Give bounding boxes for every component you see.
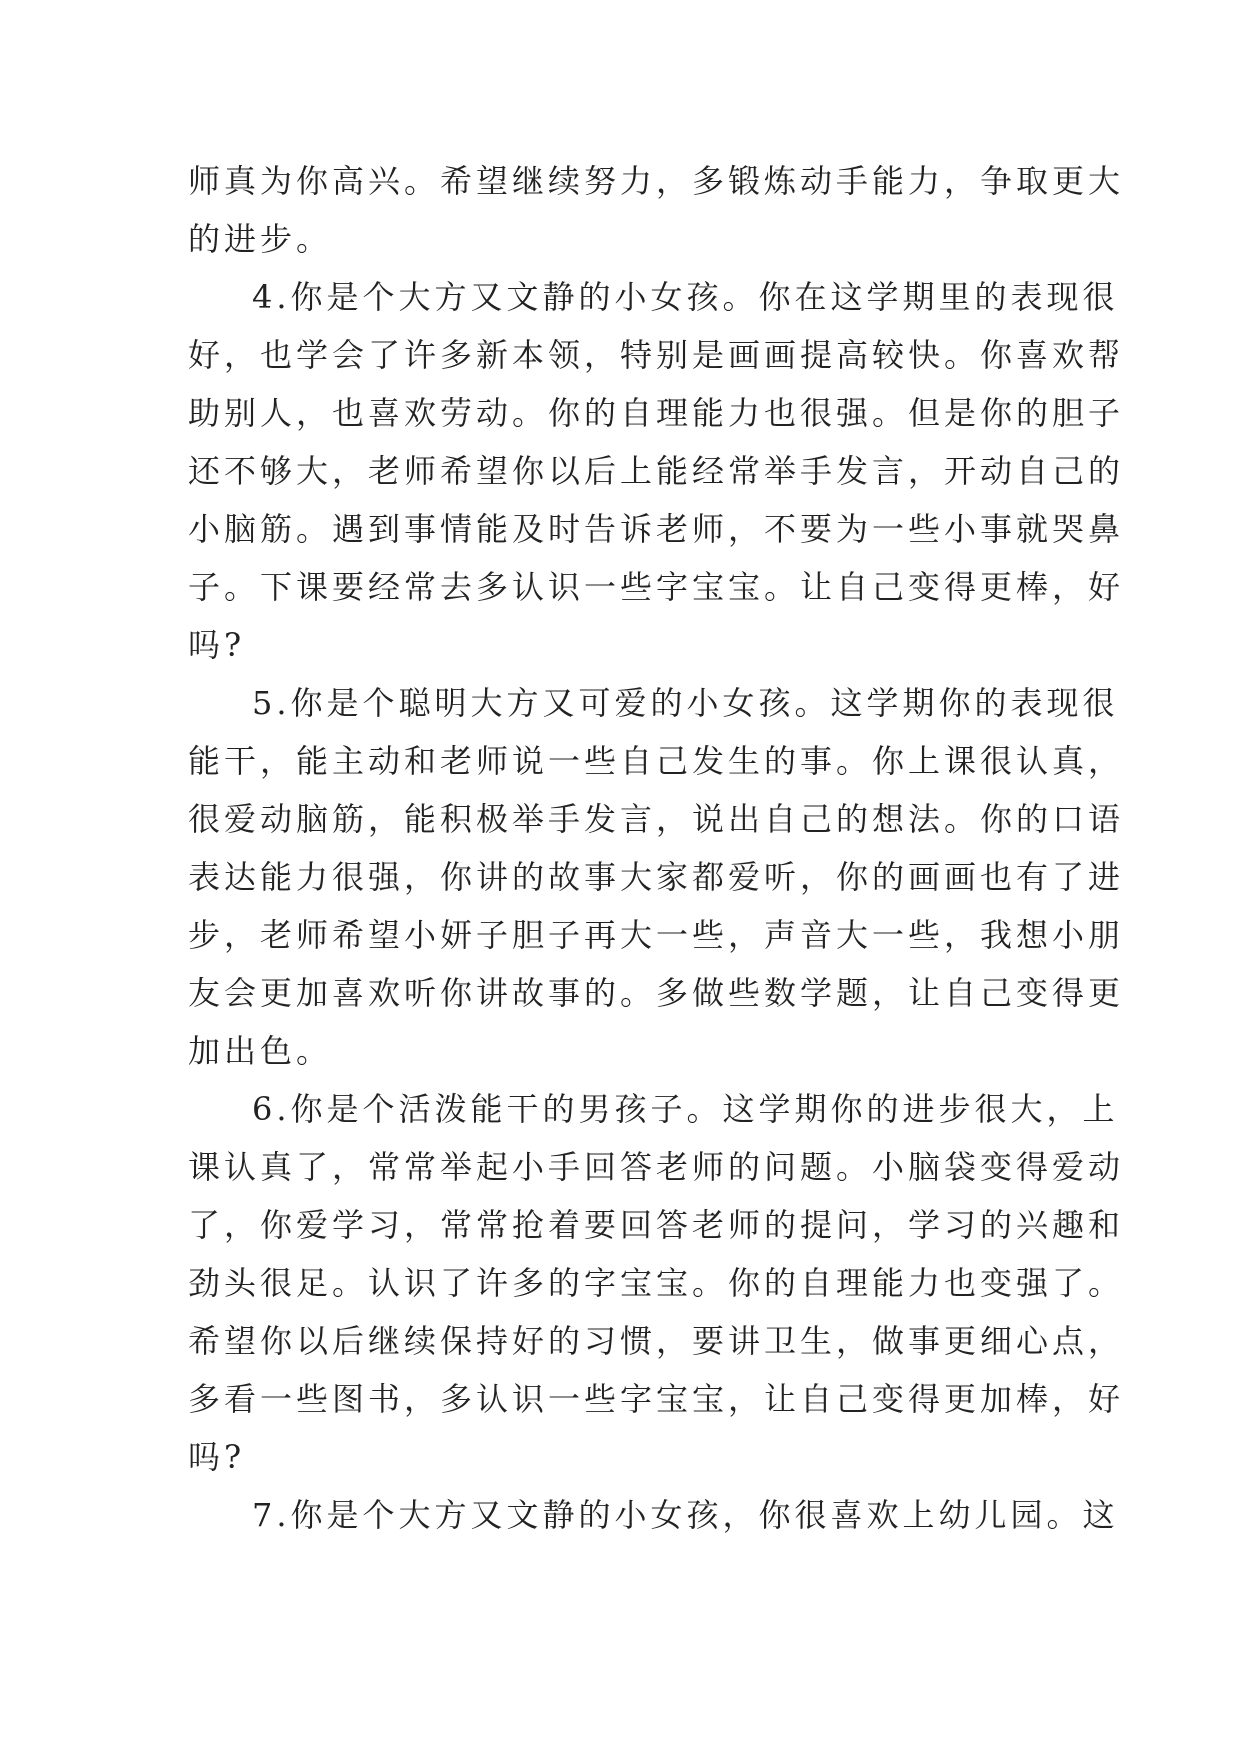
paragraph-line: 劲头很足。认识了许多的字宝宝。你的自理能力也变强了。 [188, 1264, 1125, 1302]
paragraph-line: 师真为你高兴。希望继续努力，多锻炼动手能力，争取更大 [188, 162, 1125, 200]
paragraph-line: 希望你以后继续保持好的习惯，要讲卫生，做事更细心点， [188, 1322, 1125, 1360]
paragraph-line: 表达能力很强，你讲的故事大家都爱听，你的画画也有了进 [188, 858, 1125, 896]
paragraph-line: 的进步。 [188, 220, 333, 258]
paragraph-line: 了，你爱学习，常常抢着要回答老师的提问，学习的兴趣和 [188, 1206, 1125, 1244]
paragraph-line: 能干，能主动和老师说一些自己发生的事。你上课很认真， [188, 742, 1125, 780]
paragraph-line: 加出色。 [188, 1032, 333, 1070]
paragraph-line: 好，也学会了许多新本领，特别是画画提高较快。你喜欢帮 [188, 336, 1125, 374]
paragraph-line: 很爱动脑筋，能积极举手发言，说出自己的想法。你的口语 [188, 800, 1125, 838]
paragraph-first-line: 4.你是个大方又文静的小女孩。你在这学期里的表现很 [252, 278, 1119, 316]
paragraph-first-line: 5.你是个聪明大方又可爱的小女孩。这学期你的表现很 [252, 684, 1119, 722]
paragraph-line: 友会更加喜欢听你讲故事的。多做些数学题，让自己变得更 [188, 974, 1125, 1012]
paragraph-line: 小脑筋。遇到事情能及时告诉老师，不要为一些小事就哭鼻 [188, 510, 1125, 548]
paragraph-first-line: 7.你是个大方又文静的小女孩，你很喜欢上幼儿园。这 [252, 1496, 1119, 1534]
paragraph-line: 课认真了，常常举起小手回答老师的问题。小脑袋变得爱动 [188, 1148, 1125, 1186]
paragraph-line: 吗? [188, 626, 246, 664]
paragraph-line: 还不够大，老师希望你以后上能经常举手发言，开动自己的 [188, 452, 1125, 490]
paragraph-line: 子。下课要经常去多认识一些字宝宝。让自己变得更棒，好 [188, 568, 1125, 606]
document-body [188, 152, 1125, 1544]
paragraph-line: 步，老师希望小妍子胆子再大一些，声音大一些，我想小朋 [188, 916, 1125, 954]
paragraph-line: 助别人，也喜欢劳动。你的自理能力也很强。但是你的胆子 [188, 394, 1125, 432]
paragraph-line: 多看一些图书，多认识一些字宝宝，让自己变得更加棒，好 [188, 1380, 1125, 1418]
paragraph-first-line: 6.你是个活泼能干的男孩子。这学期你的进步很大，上 [252, 1090, 1119, 1128]
paragraph-line: 吗? [188, 1438, 246, 1476]
